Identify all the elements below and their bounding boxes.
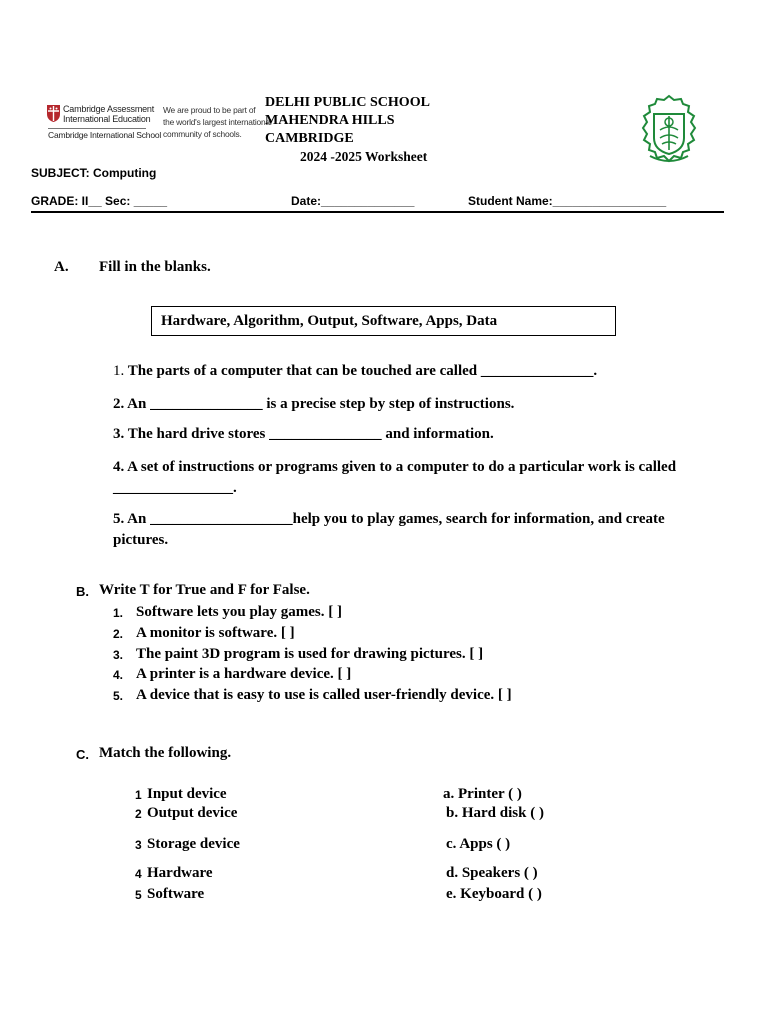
fill-blank-question-3: 3. The hard drive stores _______________ and information. [113, 426, 494, 442]
match-right-item: c. Apps ( ) [446, 836, 511, 852]
tf-statement: A device that is easy to use is called user-friendly device. [ ] [136, 687, 512, 703]
grade-section-field: GRADE: II__ Sec: _____ [31, 194, 168, 208]
school-name-line: MAHENDRA HILLS [265, 113, 395, 128]
fill-blank-question-2: 2. An _______________ is a precise step by step of instructions. [113, 396, 515, 412]
tf-statement: A printer is a hardware device. [ ] [136, 666, 352, 682]
proud-line: community of schools. [163, 129, 242, 139]
tf-number: 5. [113, 689, 124, 703]
proud-statement [163, 104, 272, 140]
section-b-letter: B. [76, 584, 89, 599]
question-number: 1. [113, 363, 125, 379]
proud-line: the world's largest international [163, 117, 272, 127]
school-name-line: CAMBRIDGE [265, 131, 354, 146]
school-name-line: DELHI PUBLIC SCHOOL [265, 95, 430, 110]
cambridge-logo-line1: Cambridge Assessment [63, 104, 155, 114]
match-left-number: 4 [135, 867, 142, 881]
match-right-item: e. Keyboard ( ) [446, 886, 542, 902]
section-a-letter: A. [54, 259, 69, 275]
word-bank-box [151, 306, 616, 336]
cambridge-logo-line3: Cambridge International School [48, 130, 162, 140]
match-left-item: Output device [147, 805, 238, 821]
match-left-number: 3 [135, 838, 142, 852]
match-left-number: 2 [135, 807, 142, 821]
section-a-title: Fill in the blanks. [99, 259, 211, 275]
match-right-item: b. Hard disk ( ) [446, 805, 544, 821]
match-left-item: Hardware [147, 865, 213, 881]
tf-number: 2. [113, 627, 124, 641]
cambridge-logo-line2: International Education [63, 114, 151, 124]
match-left-item: Input device [147, 786, 227, 802]
section-b-title: Write T for True and F for False. [99, 582, 310, 598]
match-left-item: Software [147, 886, 205, 902]
match-right-item: a. Printer ( ) [443, 786, 522, 802]
tf-number: 1. [113, 606, 124, 620]
tf-statement: Software lets you play games. [ ] [136, 604, 342, 620]
dps-emblem-icon [636, 94, 702, 166]
match-left-number: 5 [135, 888, 142, 902]
subject-label: SUBJECT: Computing [31, 166, 157, 180]
tf-statement: The paint 3D program is used for drawing pictures. [ ] [136, 646, 484, 662]
cambridge-shield-icon [47, 105, 60, 122]
worksheet-title: 2024 -2025 Worksheet [300, 149, 428, 164]
fill-blank-question-5: 5. An ___________________help you to play games, search for information, and create pictures. [113, 511, 665, 548]
cambridge-logo-divider [48, 128, 146, 129]
student-name-field: Student Name:_________________ [468, 194, 667, 208]
dps-logo [636, 94, 702, 166]
tf-statement: A monitor is software. [ ] [136, 625, 295, 641]
date-field: Date:______________ [291, 194, 415, 208]
fill-blank-question-4: 4. A set of instructions or programs given to a computer to do a particular work is called ________________. [113, 459, 677, 496]
question-text: The parts of a computer that can be touched are called _______________. [124, 363, 598, 379]
school-name [265, 94, 430, 148]
header-divider [31, 211, 724, 213]
tf-number: 3. [113, 648, 124, 662]
tf-number: 4. [113, 668, 124, 682]
proud-line: We are proud to be part of [163, 105, 256, 115]
section-c-title: Match the following. [99, 745, 232, 761]
word-bank-text: Hardware, Algorithm, Output, Software, Apps, Data [161, 313, 498, 329]
cambridge-logo [47, 104, 162, 140]
match-left-item: Storage device [147, 836, 240, 852]
fill-blank-question-1 [113, 363, 597, 380]
section-c-letter: C. [76, 747, 89, 762]
match-left-number: 1 [135, 788, 142, 802]
match-right-item: d. Speakers ( ) [446, 865, 538, 881]
